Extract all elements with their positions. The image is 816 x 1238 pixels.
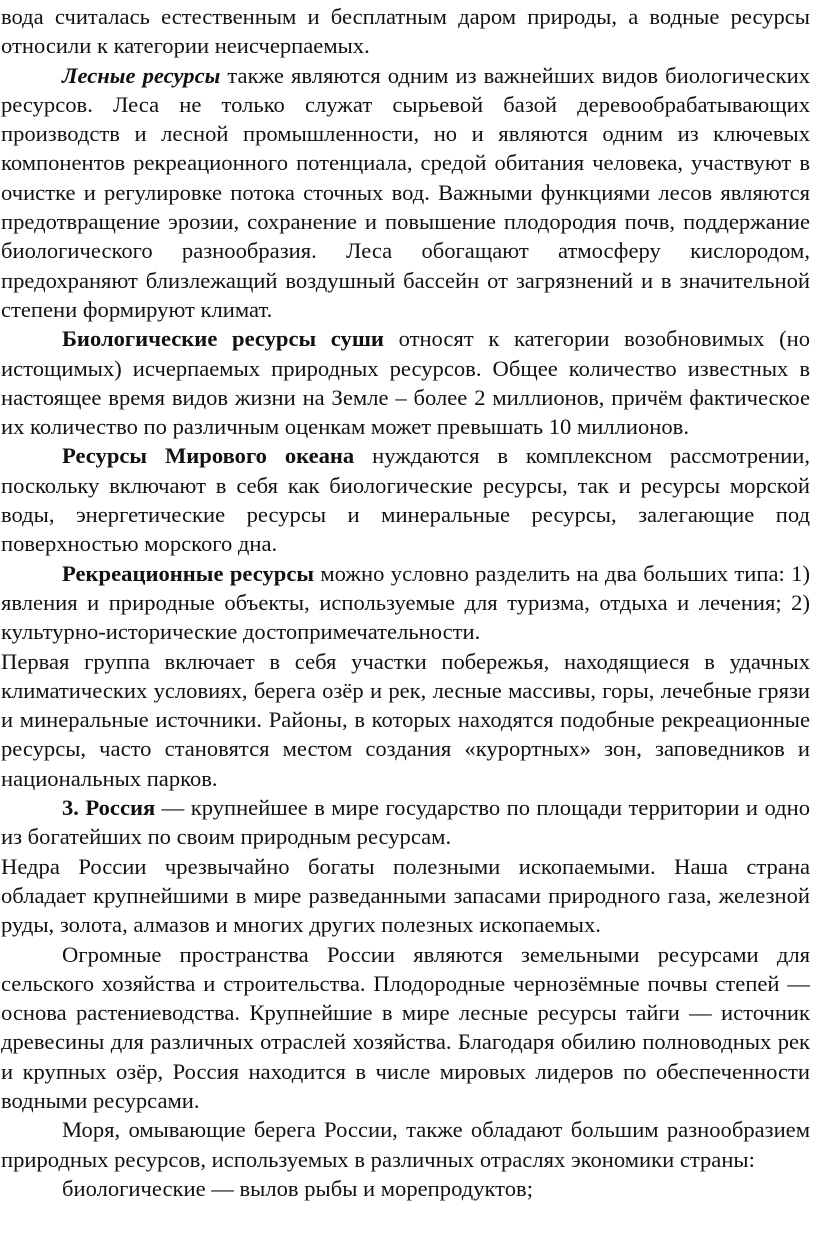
paragraph-text: относят к категории возобновимых (но истощимых) исчерпаемых природных ресурсов. Общее количество известных в настоящее время видов жизни на Земле – более 2 миллионов, причём фактическое их количество по различным оценкам может превышать 10 миллионов.: [1, 326, 811, 440]
term-land-biological-resources: Биологические ресурсы суши: [62, 326, 384, 352]
term-ocean-resources: Ресурсы Мирового океана: [62, 443, 355, 469]
term-russia: 3. Россия: [62, 795, 156, 821]
term-recreational-resources: Рекреационные ресурсы: [62, 560, 314, 586]
paragraph-land-biological-resources: [1, 324, 810, 441]
paragraph-text: Первая группа включает в себя участки побережья, находящиеся в удачных климатических условиях, берега озёр и рек, лесные массивы, горы, лечебные грязи и минеральные источники. Районы, в которых находятся подобные рекреационные ресурсы, часто становятся местом создания «курортных» зон, заповедников и национальных парков.: [1, 648, 810, 791]
paragraph-text: Огромные пространства России являются земельными ресурсами для сельского хозяйства и строительства. Плодородные чернозёмные почвы степей — основа растениеводства. Крупнейшие в мире лесные ресурсы тайги — источник древесины для различных отраслей хозяйства. Благодаря обилию полноводных рек и крупных озёр, Россия находится в числе мировых лидеров по обеспеченности водными ресурсами.: [1, 941, 810, 1113]
paragraph-water-intro: [1, 2, 810, 61]
paragraph-text: Недра России чрезвычайно богаты полезными ископаемыми. Наша страна обладает крупнейшими в мире разведанными запасами природного газа, железной руды, золота, алмазов и многих других полезных ископаемых.: [1, 853, 810, 938]
term-forest-resources: Лесные ресурсы: [62, 62, 221, 88]
paragraph-russia-land: [1, 940, 810, 1116]
paragraph-text: — крупнейшее в мире государство по площади территории и одно из богатейших по своим природным ресурсам.: [1, 795, 811, 850]
paragraph-text: также являются одним из важнейших видов биологических ресурсов. Леса не только служат сырьевой базой деревообрабатывающих производств и лесной промышленности, но и являются одним из ключевых компонентов рекреационного потенциала, средой обитания человека, участвуют в очистке и регулировке потока сточных вод. Важными функциями лесов являются предотвращение эрозии, сохранение и повышение плодородия почв, поддержание биологического разнообразия. Леса обогащают атмосферу кислородом, предохраняют близлежащий воздушный бассейн от загрязнений и в значительной степени формируют климат.: [1, 62, 810, 322]
paragraph-russia-heading: [1, 793, 810, 852]
paragraph-ocean-resources: [1, 441, 810, 558]
paragraph-first-group: [1, 647, 810, 793]
paragraph-text: биологические — вылов рыбы и морепродуктов;: [62, 1175, 534, 1201]
paragraph-russia-seas: [1, 1115, 810, 1174]
paragraph-text: можно условно разделить на два больших типа: 1) явления и природные объекты, используемые для туризма, отдыха и лечения; 2) культурно-исторические достопримечательности.: [1, 560, 810, 645]
paragraph-list-biological: [1, 1174, 810, 1203]
paragraph-recreational-resources: [1, 559, 810, 647]
paragraph-forest-resources: [1, 61, 810, 325]
paragraph-russia-minerals: [1, 852, 810, 940]
paragraph-text: Моря, омывающие берега России, также обладают большим разнообразием природных ресурсов, используемых в различных отраслях экономики страны:: [1, 1117, 810, 1172]
paragraph-text: нуждаются в комплексном рассмотрении, поскольку включают в себя как биологические ресурсы, так и ресурсы морской воды, энергетические ресурсы и минеральные ресурсы, залегающие под поверхностью морского дна.: [1, 443, 810, 557]
paragraph-text: вода считалась естественным и бесплатным даром природы, а водные ресурсы относили к категории неисчерпаемых.: [1, 4, 810, 59]
